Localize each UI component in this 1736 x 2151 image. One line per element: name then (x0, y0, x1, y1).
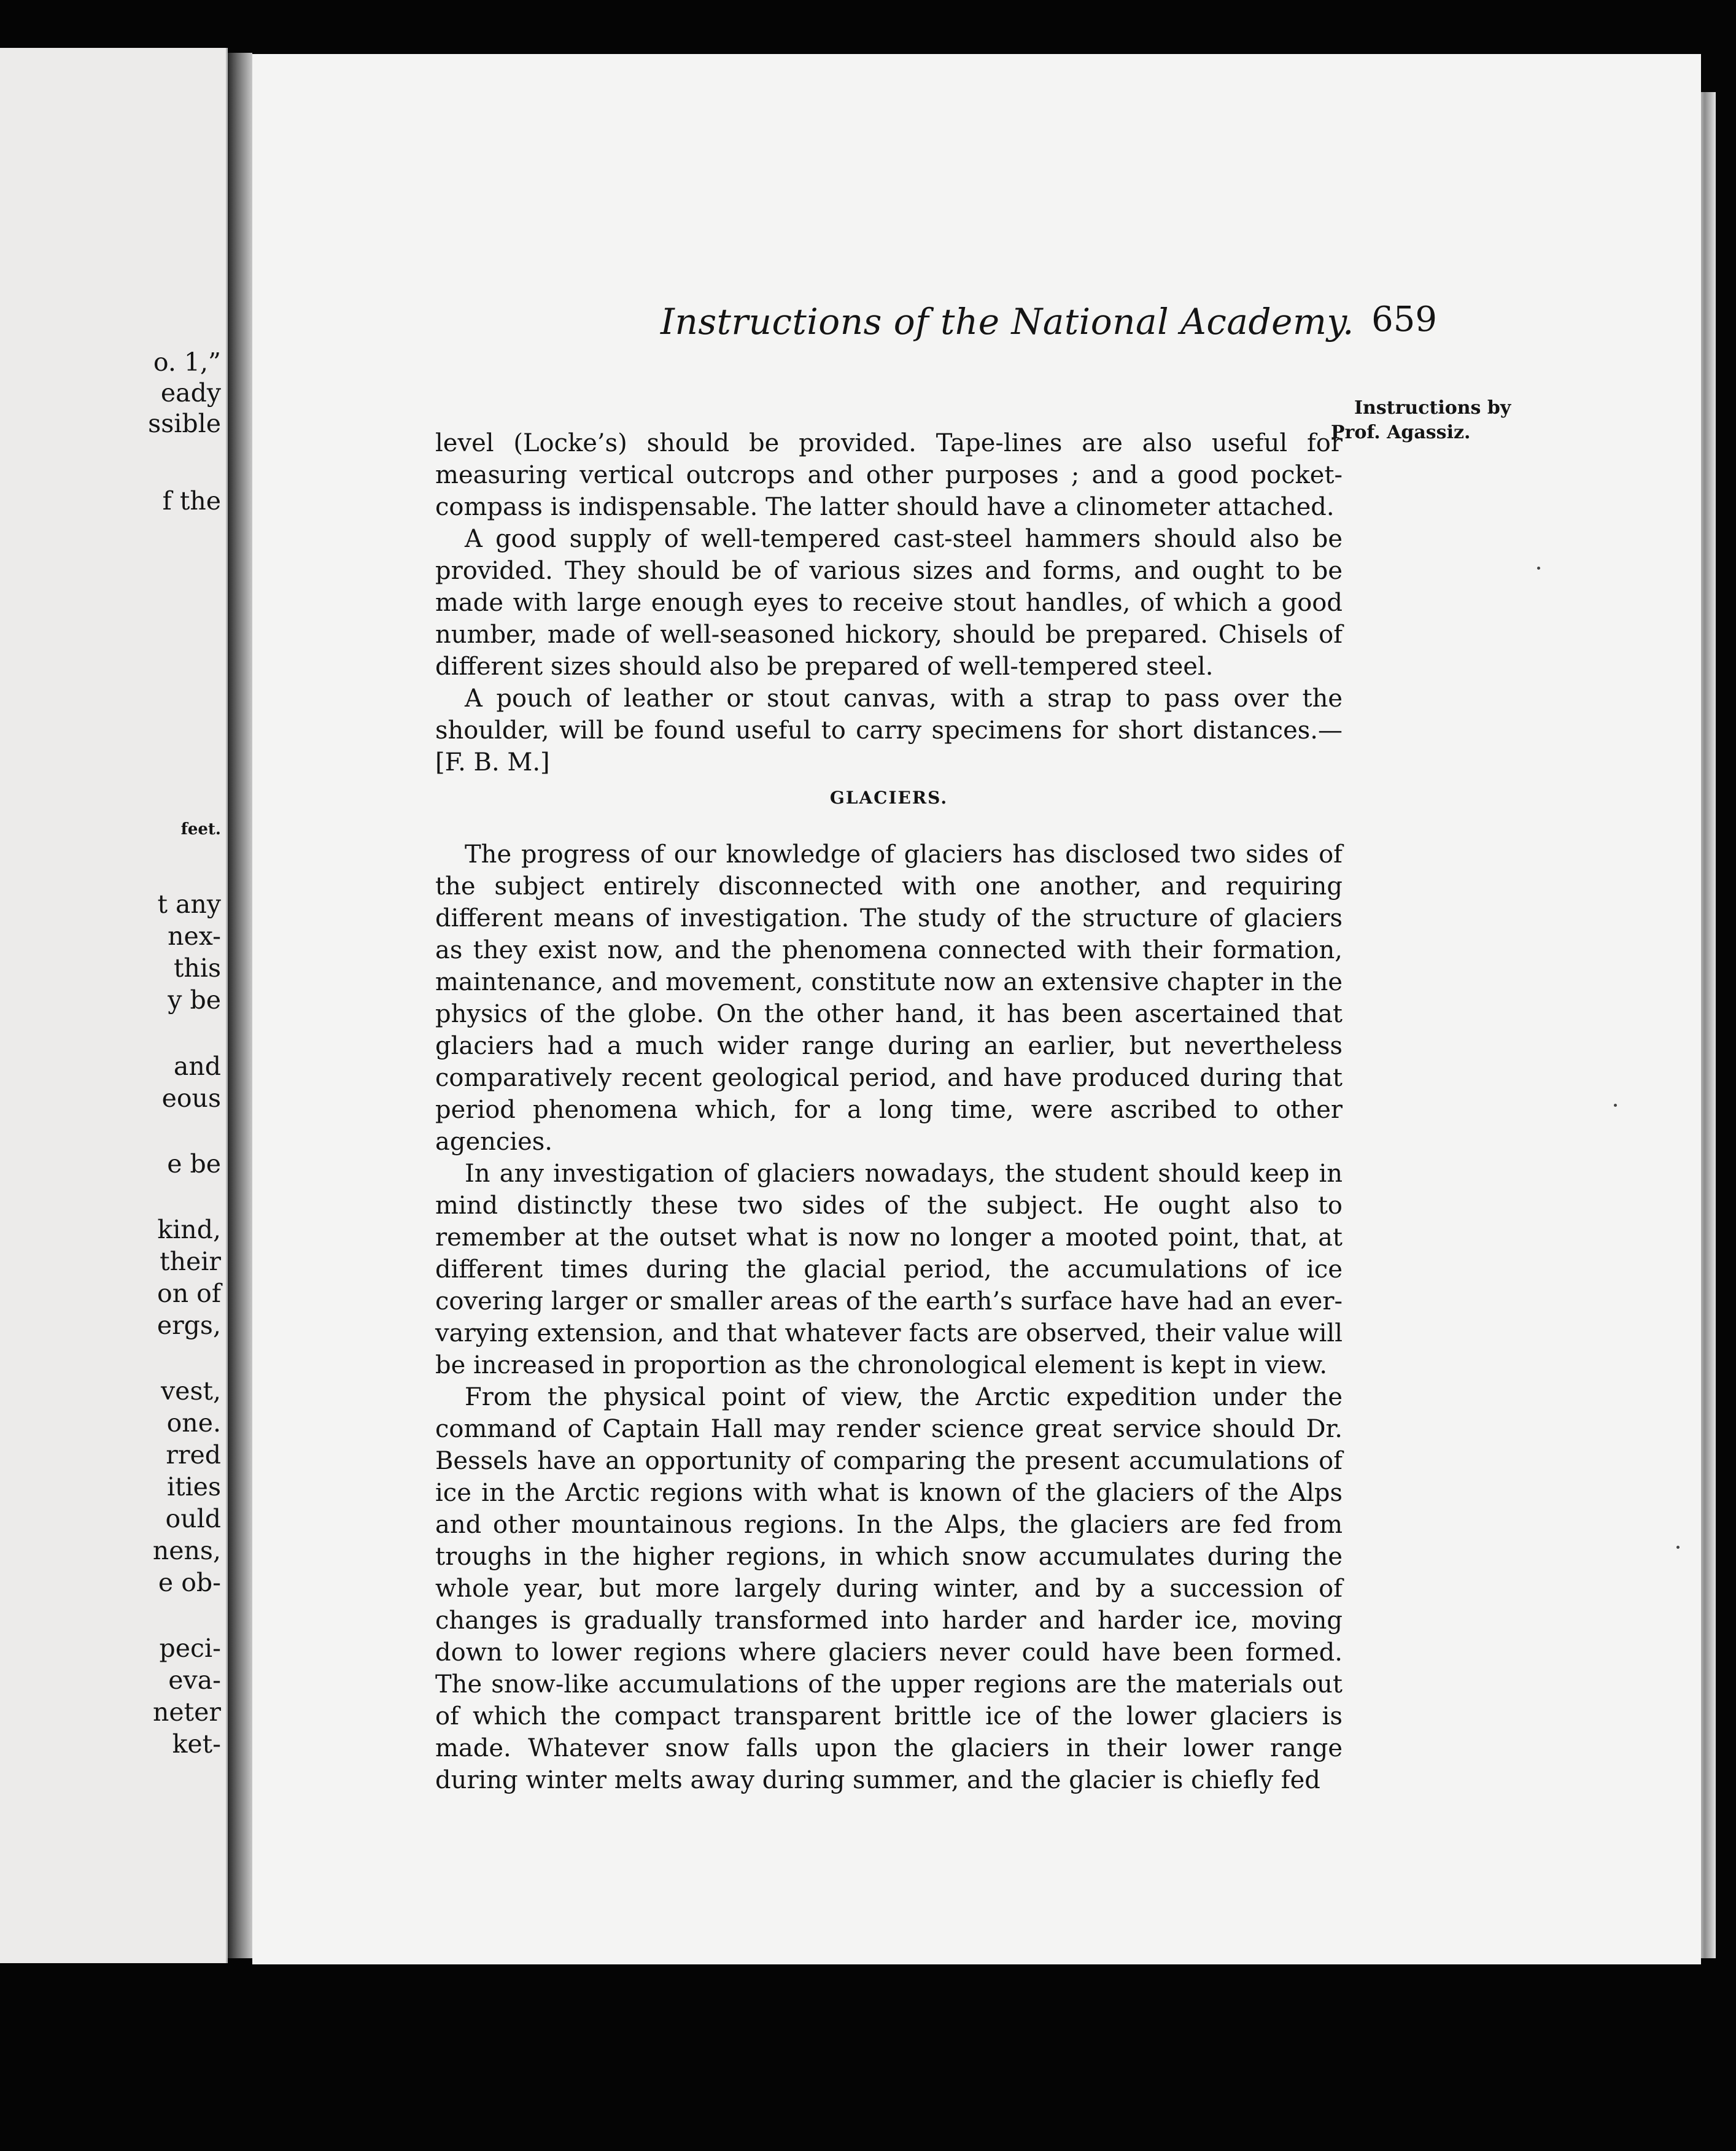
margin-note-line: Instructions by (1354, 397, 1511, 419)
running-title: Instructions of the National Academy. (661, 301, 1354, 343)
left-fragment: kind, (157, 1215, 221, 1244)
left-fragment: peci- (159, 1634, 221, 1663)
left-fragment: ould (165, 1504, 221, 1533)
margin-note-line: Prof. Agassiz. (1331, 422, 1471, 443)
left-fragment: vest, (161, 1376, 221, 1406)
left-fragment: their (160, 1247, 221, 1276)
left-fragment: o. 1,” (153, 347, 221, 377)
left-fragment: neter (152, 1697, 221, 1727)
right-page (252, 54, 1701, 1964)
speck (1614, 1104, 1617, 1107)
left-fragment: e be (167, 1149, 221, 1179)
left-fragment: eva- (168, 1665, 221, 1695)
left-fragment: ssible (148, 409, 221, 438)
left-fragment: feet. (180, 820, 221, 839)
left-fragment: one. (166, 1408, 221, 1438)
left-fragment: ket- (172, 1729, 221, 1759)
margin-note (1331, 396, 1520, 445)
paragraph: In any investigation of glaciers nowadays, the student should keep in mind distinctly these two sides of the subject. He ought also to remember at the outset what is now no longer a mooted point, that, at different times during the glacial period, the accumulations of ice covering larger or smaller areas of the earth’s surface have had an ever-varying extension, and that whatever facts are observed, their value will be increased in proportion as the chronological element is kept in view. (435, 1160, 1343, 1379)
paragraph: The progress of our knowledge of glaciers has disclosed two sides of the subject entirely disconnected with one another, and requiring different means of investigation. The study of the structure of glaciers as they exist now, and the phenomena connected with their formation, maintenance, and movement, constitute now an extensive chapter in the physics of the globe. On the other hand, it has been ascertained that glaciers had a much wider range during an earlier, but nevertheless comparatively recent geological period, and have produced during that period phenomena which, for a long time, were ascribed to other agencies. (435, 840, 1343, 1156)
paragraph: From the physical point of view, the Arctic expedition under the command of Captain Hall may render science great service should Dr. Bessels have an opportunity of comparing the present accumulations of ice in the Arctic regions with what is known of the glaciers of the Alps and other mountainous regions. In the Alps, the glaciers are fed from troughs in the higher regions, in which snow accumulates during the whole year, but more largely during winter, and by a succession of changes is gradually transformed into harder and harder ice, moving down to lower regions where glaciers never could have been formed. The snow-like accumulations of the upper regions are the materials out of which the compact transparent brittle ice of the lower glaciers is made. Whatever snow falls upon the glaciers in their lower range during winter melts away during summer, and the glacier is chiefly fed (435, 1383, 1343, 1794)
left-fragment: nex- (168, 921, 221, 951)
book-gutter (228, 53, 252, 1958)
left-fragment: t any (157, 889, 221, 919)
left-fragment: eous (161, 1083, 221, 1113)
paragraph: A pouch of leather or stout canvas, with a strap to pass over the shoulder, will be found useful to carry specimens for short distances.—[F. B. M.] (435, 684, 1343, 777)
left-fragment: on of (157, 1279, 221, 1308)
glaciers-text-block (435, 839, 1343, 1796)
paragraph: A good supply of well-tempered cast-steel hammers should also be provided. They should be of various sizes and forms, and ought to be made with large enough eyes to receive stout handles, of which a good number, made of well-seasoned hickory, should be prepared. Chisels of different sizes should also be prepared of well-tempered steel. (435, 525, 1343, 681)
left-fragment: this (173, 953, 221, 983)
speck (1676, 1546, 1680, 1549)
left-fragment: rred (166, 1440, 221, 1470)
left-fragment: nens, (152, 1536, 221, 1565)
speck (1537, 567, 1540, 570)
left-fragment: y be (168, 985, 221, 1015)
left-facing-page (0, 48, 228, 1963)
left-fragment: ergs, (157, 1311, 221, 1340)
left-fragment: f the (162, 486, 221, 516)
left-fragment: ities (166, 1472, 221, 1502)
left-fragment: and (173, 1052, 221, 1081)
intro-text-block (435, 427, 1343, 778)
page-number: 659 (1371, 300, 1437, 339)
left-fragment: e ob- (158, 1568, 221, 1597)
left-fragment: eady (160, 378, 221, 408)
paragraph: level (Locke’s) should be provided. Tape-lines are also useful for measuring vertical outcrops and other purposes ; and a good pocket-compass is indispensable. The latter should have a clinometer attached. (435, 429, 1343, 521)
section-heading: GLACIERS. (829, 788, 948, 808)
